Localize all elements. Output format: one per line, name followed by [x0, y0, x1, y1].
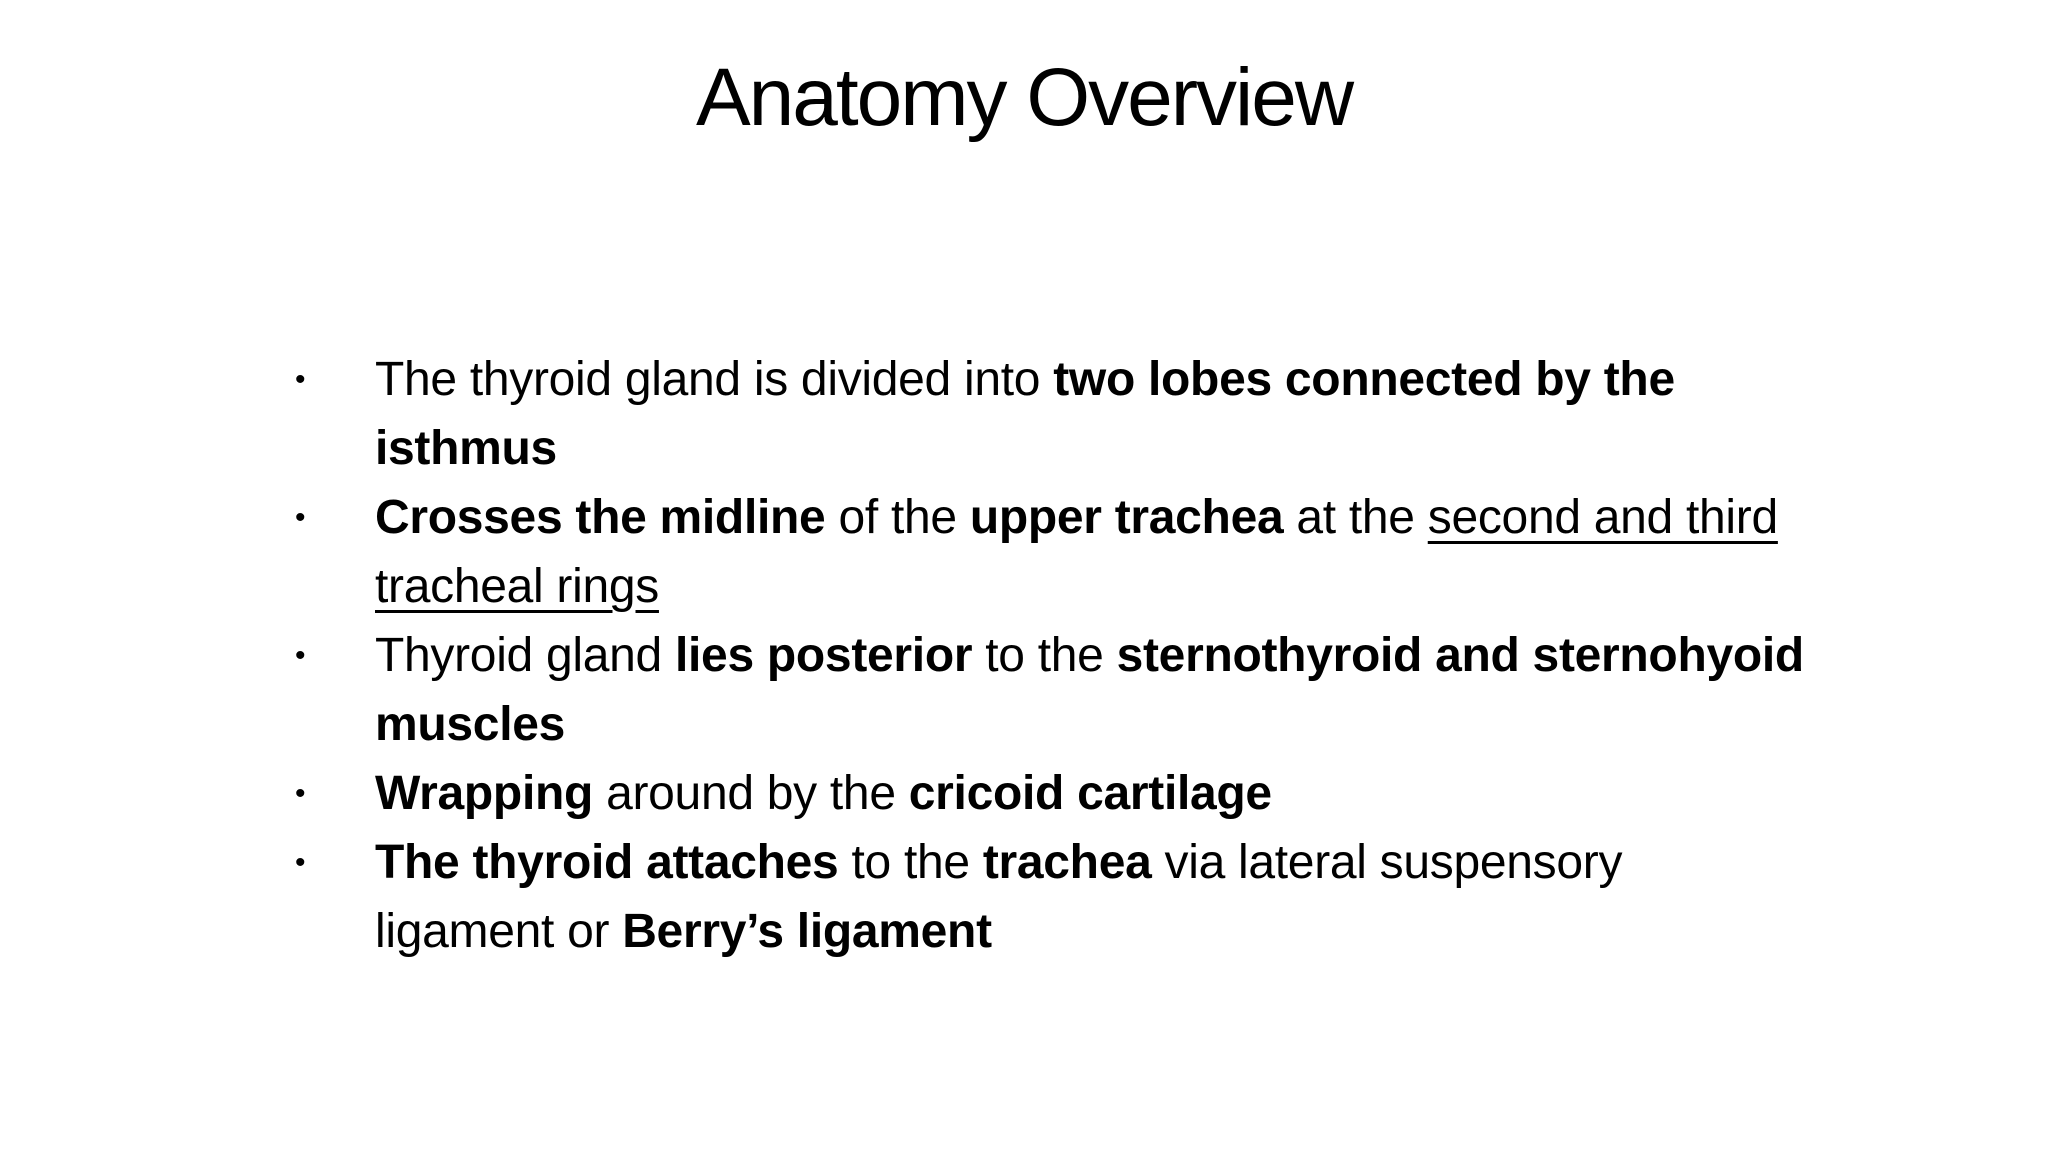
bullet-text	[375, 767, 1272, 820]
bullet-segment-bold: cricoid cartilage	[908, 767, 1272, 820]
bullet-segment: The thyroid gland is divided into	[375, 353, 1054, 406]
bullet-dot-icon: •	[295, 501, 306, 534]
bullet-text	[375, 629, 1804, 751]
bullet-segment-bold: The thyroid attaches	[375, 836, 839, 889]
bullet-segment-bold: sternothyroid and sternohyoid muscles	[375, 629, 1804, 751]
bullet-segment-bold: lies posterior	[674, 629, 973, 682]
bullet-segment: Thyroid gland	[375, 629, 675, 682]
bullet-text	[375, 353, 1675, 475]
bullet-dot-icon: •	[295, 846, 306, 879]
bullet-dot-icon: •	[295, 777, 306, 810]
bullet-dot-icon: •	[295, 639, 306, 672]
bullet-list	[295, 345, 1805, 966]
bullet-item-5	[295, 828, 1805, 966]
bullet-segment: to the	[838, 836, 983, 889]
bullet-dot-icon: •	[295, 363, 306, 396]
bullet-segment: at the	[1283, 491, 1428, 544]
bullet-item-3	[295, 621, 1805, 759]
bullet-segment-bold: Crosses the midline	[375, 491, 826, 544]
bullet-text	[375, 836, 1622, 958]
bullet-segment: to the	[972, 629, 1117, 682]
bullet-segment-bold: trachea	[982, 836, 1152, 889]
bullet-item-1	[295, 345, 1805, 483]
bullet-segment-bold: upper trachea	[969, 491, 1284, 544]
bullet-segment: of the	[825, 491, 970, 544]
bullet-segment-bold: Berry’s ligament	[622, 905, 992, 958]
bullet-segment: around by the	[593, 767, 909, 820]
bullet-segment-underlined: second and third tracheal rings	[375, 491, 1778, 613]
bullet-text	[375, 491, 1778, 613]
bullet-segment-bold: two lobes connected by the isthmus	[375, 353, 1675, 475]
bullet-item-2	[295, 483, 1805, 621]
bullet-segment-bold: Wrapping	[375, 767, 594, 820]
slide-title: Anatomy Overview	[695, 52, 1353, 143]
bullet-item-4	[295, 759, 1805, 828]
bullet-segment: via lateral suspensory ligament or	[375, 836, 1623, 958]
